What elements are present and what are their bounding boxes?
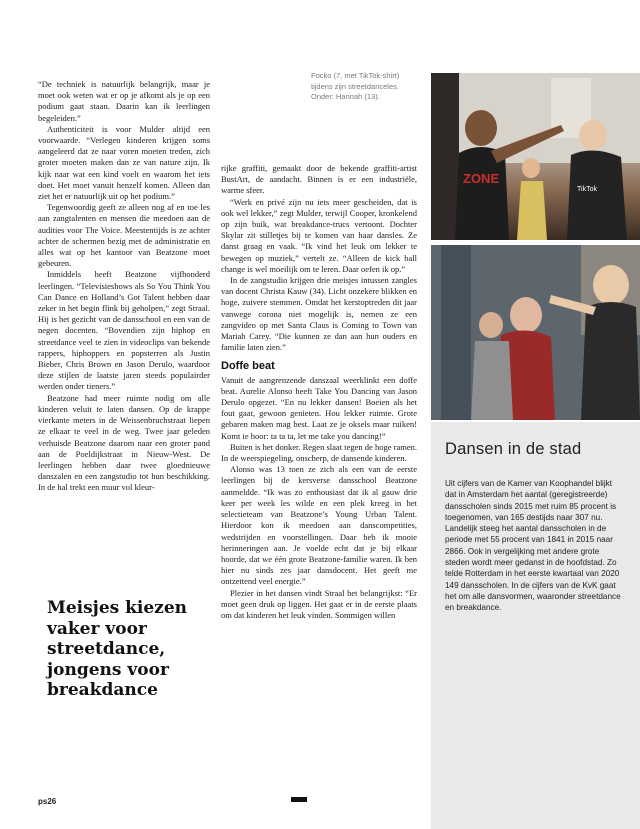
- paragraph: Vanuit de aangrenzende danszaal weerklinkt een doffe beat. Aurelie Alonso heeft Take You Dancing van Jason Derulo opgezet. “En nu lekker dansen! Boeien als het fout gaat, gewoon genieten. Hou lekker ruimte. Grote gebaren maken mag best. Laat ze je oksels maar ruiken! Komt ie hoor: ta ta ta, let me take you dancing!”: [221, 374, 417, 441]
- paragraph: rijke graffiti, gemaakt door de bekende graffiti-artist BustArt, de aandacht. Binnen is er een industriële, warme sfeer.: [221, 163, 417, 196]
- photo-boy-dancing-illustration: [431, 73, 640, 240]
- paragraph: Tegenwoordig geeft ze alleen nog af en toe les aan zangtalenten en mensen die meedoen aan de audities voor The Voice. Meestentijds is ze achter achter de schermen bezig met de administratie en alles wat op het kantoor van Beatzone moet gebeuren.: [38, 202, 210, 269]
- section-subheading: Doffe beat: [221, 360, 275, 373]
- photo-girls-dancing: [431, 245, 640, 420]
- article-column-left: [38, 79, 210, 494]
- photo-boy-dancing: [431, 73, 640, 240]
- photo-caption: Focko (7, met TikTok-shirt) tijdens zijn streetdanceles. Onder: Hannah (13).: [311, 71, 400, 101]
- shirt-print-zone: ZONE: [463, 171, 500, 186]
- paragraph: In de zangstudio krijgen drie meisjes intussen zangles van docent Christa Kauw (34). Licht onzekere blikken en hoge, zuivere stemmen. Omdat het kerstoptreden dit jaar vanwege corona niet mogelijk is, nemen ze een zangvideo op met Santa Claus is Coming to Town van Mariah Carey. “Die kunnen ze dan aan hun ouders en familie laten zien.”: [221, 275, 417, 353]
- paragraph: Buiten is het donker. Regen slaat tegen de hoge ramen. In de weerspiegeling, onscherp, de dansende kinderen.: [221, 441, 417, 464]
- paragraph: “De techniek is natuurlijk belangrijk, maar je moet ook weten wat er op je afkomt als je op een podium gaat staan. Daarin kan ik leerlingen begeleiden.”: [38, 79, 210, 123]
- paragraph: Authenticiteit is voor Mulder altijd een voorwaarde. “Verlegen kinderen krijgen soms aangeleerd dat ze naar voren moeten treden, zich groter moeten maken dan ze van nature zijn. Ik kijk naar wat een kind voelt en waarom het iets doet. Het moet vanuit henzelf komen. Alleen dan ziet het er natuurlijk uit op het podium.”: [38, 123, 210, 202]
- paragraph: “Werk en privé zijn nu iets meer gescheiden, dat is ook wel lekker,” zegt Mulder, terwijl Cooper, kronkelend op zijn buik, wat breakdance-trucs vertoont. Dochter Skylar zit stilletjes bij te komen van haar dansles. Ze danst graag en vaak. “Ik vind het leuk om lekker te bewegen op muziek,” vertelt ze. “Alleen de kick ball change is wel moeilijk om te leren. Daar oefen ik op.”: [221, 196, 417, 274]
- shirt-print-tiktok: TikTok: [577, 186, 597, 193]
- paragraph: Beatzone had meer ruimte nodig om alle kinderen veluit te laten dansen. Op de krappe vierkante meters in de Weissenbruchstraat liepen ze elkaar te veel in de weg. Twee jaar geleden verhuisde Beatzone daarom naar een groter pand aan de Poeldijkstraat in Nieuw-West. De leerlingen hebben daar twee gloednieuwe danszalen en een zangstudio tot hun beschikking. In de hal trekt een muur vol kleur-: [38, 392, 210, 493]
- sidebar-text: Uit cijfers van de Kamer van Koophandel blijkt dat in Amsterdam het aantal (geregistreerde) dansscholen sinds 2015 met ruim 85 procent is toegenomen, van 165 destijds naar 307 nu. Landelijk steeg het aantal dansscholen in de periode met 55 procent van 1841 in 2015 naar 2866. Ook in vergelijking met andere grote steden wordt meer gedanst in de hoofdstad. Zo telde Rotterdam in het eerste kwartaal van 2020 149 dansscholen. In de cijfers van de KvK gaat het om alle dansvormen, waaronder streetdance en breakdance.: [445, 479, 621, 613]
- paragraph: Alonso was 13 toen ze zich als een van de eerste leerlingen bij de kersverse dansschool Beatzone aanmeldde. “Ik was zo enthousiast dat ik al gauw drie keer per week les wilde en een plek kreeg in het selectieteam van Beatzone’s Young Urban Talent. Hierdoor kon ik meedoen aan danscompetities, wedstrijden en voorstellingen. Daar heb ik mooie herinneringen aan. Je voelde echt dat je bij elkaar hoorde, dat we één grote Beatzone-familie waren. Ik ben hier nu sinds zes jaar dansdocent. Het geeft me ontzettend veel energie.”: [221, 464, 417, 587]
- sidebar-title: Dansen in de stad: [445, 440, 582, 458]
- paragraph: Plezier in het dansen vindt Straal het belangrijkst: “Er moet geen druk op liggen. Het gaat er in de eerste plaats om dat kinderen het leuk vinden. Sommigen willen: [221, 587, 417, 620]
- page-end-mark: [291, 797, 307, 802]
- photo-girls-dancing-illustration: [431, 245, 640, 420]
- page-number: ps26: [38, 797, 57, 806]
- article-column-middle: [221, 163, 417, 621]
- paragraph: Inmiddels heeft Beatzone vijfhonderd leerlingen. “Televisieshows als So You Think You Can Dance en Holland’s Got Talent hebben daar zeker in het begin flink bij geholpen,” zegt Straal. Hij is het gezicht van de dansschool en een van de negen docenten. “Bovendien zijn hiphop en streetdance veel te zien in videoclips van bekende rappers, hiphoppers en popsterren als Justin Bieber, Chris Brown en Jason Derulo, waardoor deze stijlen de laatste jaren steeds populairder werden onder tieners.”: [38, 269, 210, 392]
- pull-quote: Meisjes kiezen vaker voor streetdance, jongens voor breakdance: [47, 598, 188, 700]
